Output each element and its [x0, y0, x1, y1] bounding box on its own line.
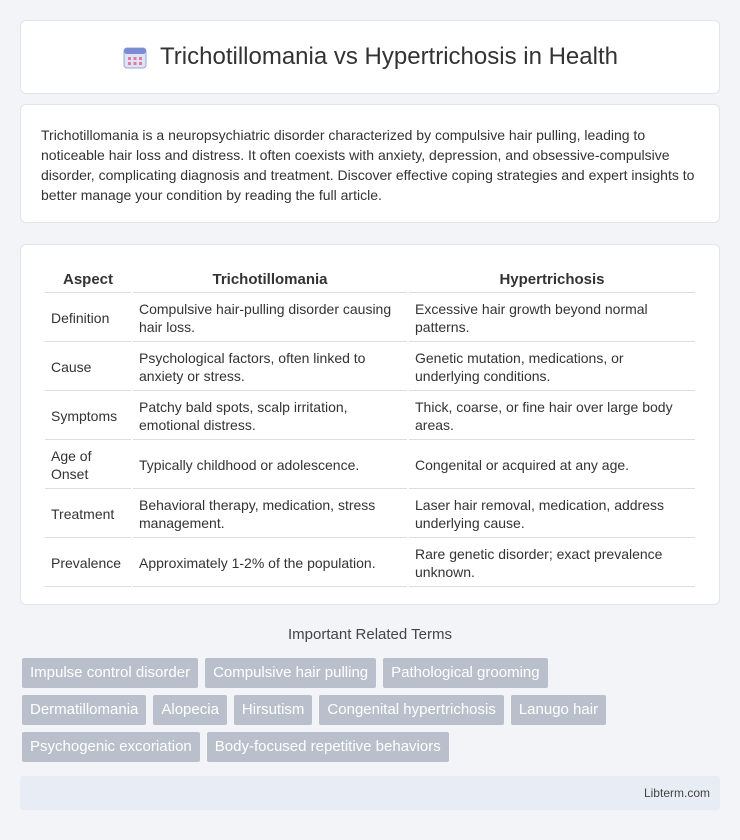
cell-hypertrichosis: Rare genetic disorder; exact prevalence unknown. [409, 540, 695, 587]
header-trichotillomania: Trichotillomania [133, 267, 407, 293]
header-aspect: Aspect [45, 267, 131, 293]
table-row [45, 393, 695, 440]
table-row [45, 491, 695, 538]
tag-impulse-control-disorder[interactable]: Impulse control disorder [22, 658, 198, 688]
tag-row [22, 695, 722, 725]
table-header-row [45, 267, 695, 293]
footer [20, 776, 720, 810]
tag-dermatillomania[interactable]: Dermatillomania [22, 695, 146, 725]
page-title: Trichotillomania vs Hypertrichosis in Health [160, 43, 618, 70]
tag-body-focused-repetitive-behaviors[interactable]: Body-focused repetitive behaviors [207, 732, 449, 762]
cell-trichotillomania: Behavioral therapy, medication, stress management. [133, 491, 407, 538]
table-row [45, 295, 695, 342]
table-row [45, 344, 695, 391]
cell-aspect: Symptoms [45, 393, 131, 440]
related-terms-list [22, 658, 722, 769]
cell-trichotillomania: Psychological factors, often linked to anxiety or stress. [133, 344, 407, 391]
footer-site-link[interactable]: Libterm.com [643, 786, 710, 800]
tag-compulsive-hair-pulling[interactable]: Compulsive hair pulling [205, 658, 376, 688]
comparison-table [43, 265, 697, 589]
header-hypertrichosis: Hypertrichosis [409, 267, 695, 293]
cell-trichotillomania: Typically childhood or adolescence. [133, 442, 407, 489]
tag-psychogenic-excoriation[interactable]: Psychogenic excoriation [22, 732, 200, 762]
related-terms-title: Important Related Terms [288, 626, 452, 643]
calendar-icon [122, 44, 148, 70]
intro-card [20, 104, 720, 223]
cell-hypertrichosis: Laser hair removal, medication, address underlying cause. [409, 491, 695, 538]
tag-row [22, 732, 722, 762]
cell-hypertrichosis: Excessive hair growth beyond normal patterns. [409, 295, 695, 342]
title-card [20, 20, 720, 94]
cell-aspect: Cause [45, 344, 131, 391]
cell-hypertrichosis: Genetic mutation, medications, or underlying conditions. [409, 344, 695, 391]
comparison-card [20, 244, 720, 605]
cell-hypertrichosis: Congenital or acquired at any age. [409, 442, 695, 489]
cell-hypertrichosis: Thick, coarse, or fine hair over large body areas. [409, 393, 695, 440]
table-row [45, 442, 695, 489]
table-row [45, 540, 695, 587]
intro-text: Trichotillomania is a neuropsychiatric disorder characterized by compulsive hair pulling, leading to noticeable hair loss and distress. It often coexists with anxiety, depression, and obsessive-compulsive disorder, complicating diagnosis and treatment. Discover effective coping strategies and expert insights to better manage your condition by reading the full article. [41, 127, 695, 203]
tag-lanugo-hair[interactable]: Lanugo hair [511, 695, 606, 725]
cell-aspect: Definition [45, 295, 131, 342]
tag-row [22, 658, 722, 688]
tag-alopecia[interactable]: Alopecia [153, 695, 227, 725]
tag-pathological-grooming[interactable]: Pathological grooming [383, 658, 547, 688]
cell-trichotillomania: Approximately 1-2% of the population. [133, 540, 407, 587]
tag-congenital-hypertrichosis[interactable]: Congenital hypertrichosis [319, 695, 503, 725]
cell-aspect: Prevalence [45, 540, 131, 587]
cell-trichotillomania: Patchy bald spots, scalp irritation, emotional distress. [133, 393, 407, 440]
cell-trichotillomania: Compulsive hair-pulling disorder causing hair loss. [133, 295, 407, 342]
cell-aspect: Treatment [45, 491, 131, 538]
tag-hirsutism[interactable]: Hirsutism [234, 695, 313, 725]
cell-aspect: Age of Onset [45, 442, 131, 489]
